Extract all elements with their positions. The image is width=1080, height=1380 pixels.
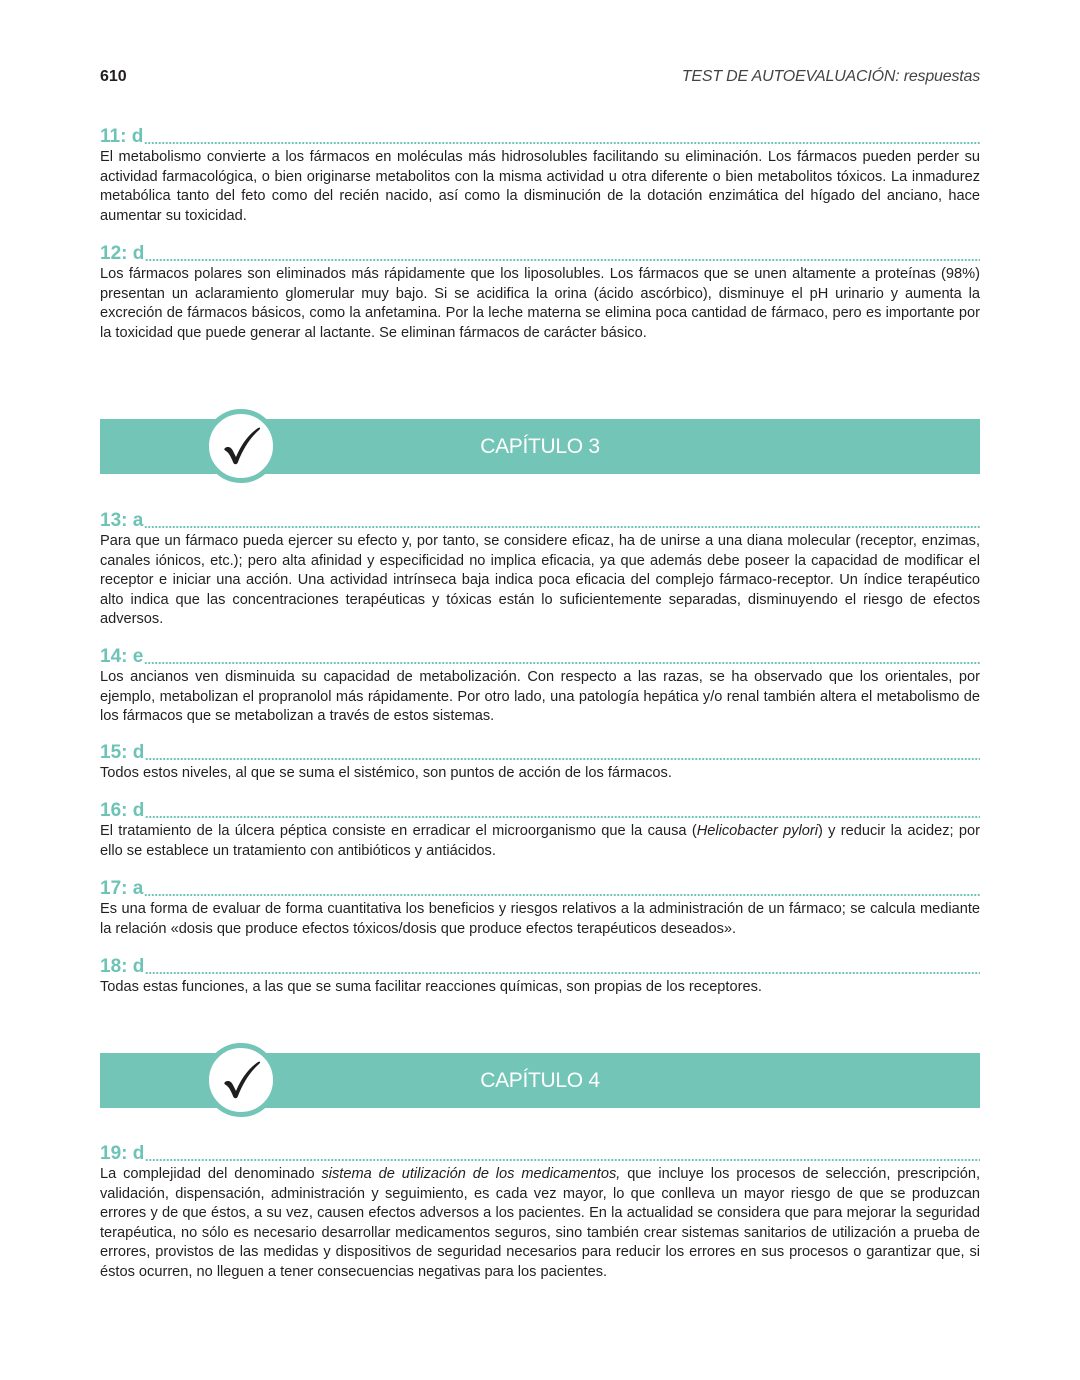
answer-explanation: Los fármacos polares son eliminados más rápidamente que los liposolubles. Los fármacos que se unen altamente a proteínas (98%) presentan un aclaramiento glomerular muy bajo. Si se acidifica la orina (ácido ascórbico), disminuye el pH urinario y aumenta la excreción de fármacos básicos, como la anfetamina. Por la leche materna se elimina poca cantidad de fármaco, pero es importante por la toxicidad que puede generar al lactante. Se eliminan fármacos de carácter básico. — [100, 266, 980, 341]
answer-heading — [100, 878, 980, 899]
answer-heading — [100, 800, 980, 821]
answer-14 — [100, 646, 980, 727]
chapter-title: CAPÍTULO 3 — [480, 435, 600, 458]
checkmark-icon — [219, 424, 263, 468]
dotted-leader — [145, 816, 980, 818]
dotted-leader — [145, 259, 980, 261]
emphasized-term: sistema de utilización de los medicamentos, — [321, 1166, 621, 1182]
answer-explanation — [100, 1165, 980, 1282]
answer-label: 16: d — [100, 800, 145, 821]
dotted-leader — [144, 894, 980, 896]
answer-label: 19: d — [100, 1143, 145, 1164]
answer-11 — [100, 126, 980, 226]
dotted-leader — [144, 526, 980, 528]
answer-explanation: Todos estos niveles, al que se suma el sistémico, son puntos de acción de los fármacos. — [100, 765, 672, 781]
page-number: 610 — [100, 68, 127, 85]
dotted-leader — [144, 662, 980, 664]
checkmark-badge — [204, 409, 278, 483]
answer-explanation: Los ancianos ven disminuida su capacidad de metabolización. Con respecto a las razas, se ha observado que los orientales, por ejemplo, metabolizan el propranolol más rápidamente. Por otro lado, una patología hepática y/o renal también altera el metabolismo de los fármacos que se metabolizan a través de estos sistemas. — [100, 669, 980, 724]
answer-18 — [100, 956, 980, 998]
answer-heading — [100, 1143, 980, 1164]
answer-label: 11: d — [100, 126, 144, 147]
running-title — [682, 68, 980, 86]
answer-heading — [100, 956, 980, 977]
dotted-leader — [145, 1159, 980, 1161]
species-name: Helicobacter pylori — [696, 823, 818, 839]
text-segment: que incluye los procesos de selección, prescripción, validación, dispensación, administración y seguimiento, es cada vez mayor, lo que conlleva un mayor riesgo de que se produzcan errores y de que éstos, a su vez, causen efectos adversos a los pacientes. En la actualidad se considera que para mejorar la seguridad terapéutica, no sólo es necesario desarrollar medicamentos seguros, sino también crear sistemas sanitarios de utilización a prueba de errores, provistos de las medidas y dispositivos de seguridad necesarios para reducir los errores en sus procesos o garantizar que, si éstos ocurren, no lleguen a tener consecuencias negativas para los pacientes. — [100, 1166, 980, 1280]
answer-heading — [100, 510, 980, 531]
answer-label: 17: a — [100, 878, 144, 899]
answer-heading — [100, 646, 980, 667]
dotted-leader — [145, 758, 980, 760]
text-segment: El tratamiento de la úlcera péptica consiste en erradicar el microorganismo que la causa ( — [100, 823, 697, 839]
text-segment: La complejidad del denominado — [100, 1166, 322, 1182]
text-segment: ) y reducir la acidez; por ello se establece un tratamiento con antibióticos y antiácidos. — [100, 823, 980, 859]
answer-label: 12: d — [100, 243, 145, 264]
page-header — [100, 68, 980, 90]
answer-label: 18: d — [100, 956, 145, 977]
answer-13 — [100, 510, 980, 630]
answer-heading — [100, 243, 980, 264]
answer-explanation — [100, 822, 980, 861]
dotted-leader — [144, 142, 980, 144]
answer-explanation: El metabolismo convierte a los fármacos en moléculas más hidrosolubles facilitando su eliminación. Los fármacos pueden perder su actividad farmacológica, o bien originarse metabolitos con la misma actividad u otra diferente o bien metabolitos tóxicos. La inmadurez metabólica tanto del feto como del recién nacido, así como la disminución de la dotación enzimática del hígado del anciano, hace aumentar su toxicidad. — [100, 149, 980, 224]
answer-label: 15: d — [100, 742, 145, 763]
running-title-upper: TEST DE AUTOEVALUACIÓN: — [681, 68, 900, 85]
answer-12 — [100, 243, 980, 343]
chapter-title: CAPÍTULO 4 — [480, 1069, 600, 1092]
running-title-lower: respuestas — [899, 68, 980, 85]
answer-heading — [100, 742, 980, 763]
answer-15 — [100, 742, 980, 784]
checkmark-icon — [219, 1058, 263, 1102]
checkmark-badge — [204, 1043, 278, 1117]
answer-17 — [100, 878, 980, 939]
dotted-leader — [145, 972, 980, 974]
answer-label: 14: e — [100, 646, 144, 667]
answer-heading — [100, 126, 980, 147]
answer-explanation: Para que un fármaco pueda ejercer su efecto y, por tanto, se considere eficaz, ha de unirse a una diana molecular (receptor, enzimas, canales iónicos, etc.); pero alta afinidad y especificidad no implica eficacia, ya que además debe poseer la capacidad de modificar el receptor e iniciar una acción. Una actividad intrínseca baja indica poca eficacia del complejo fármaco-receptor. Un índice terapéutico alto indica que las concentraciones terapéuticas y tóxicas están lo suficientemente separadas, disminuyendo el riesgo de efectos adversos. — [100, 533, 980, 627]
answer-19 — [100, 1143, 980, 1282]
answer-label: 13: a — [100, 510, 144, 531]
answer-explanation: Es una forma de evaluar de forma cuantitativa los beneficios y riesgos relativos a la administración de un fármaco; se calcula mediante la relación «dosis que produce efectos tóxicos/dosis que produce efectos terapéuticos deseados». — [100, 901, 980, 937]
answer-16 — [100, 800, 980, 861]
answer-explanation: Todas estas funciones, a las que se suma facilitar reacciones químicas, son propias de los receptores. — [100, 979, 762, 995]
